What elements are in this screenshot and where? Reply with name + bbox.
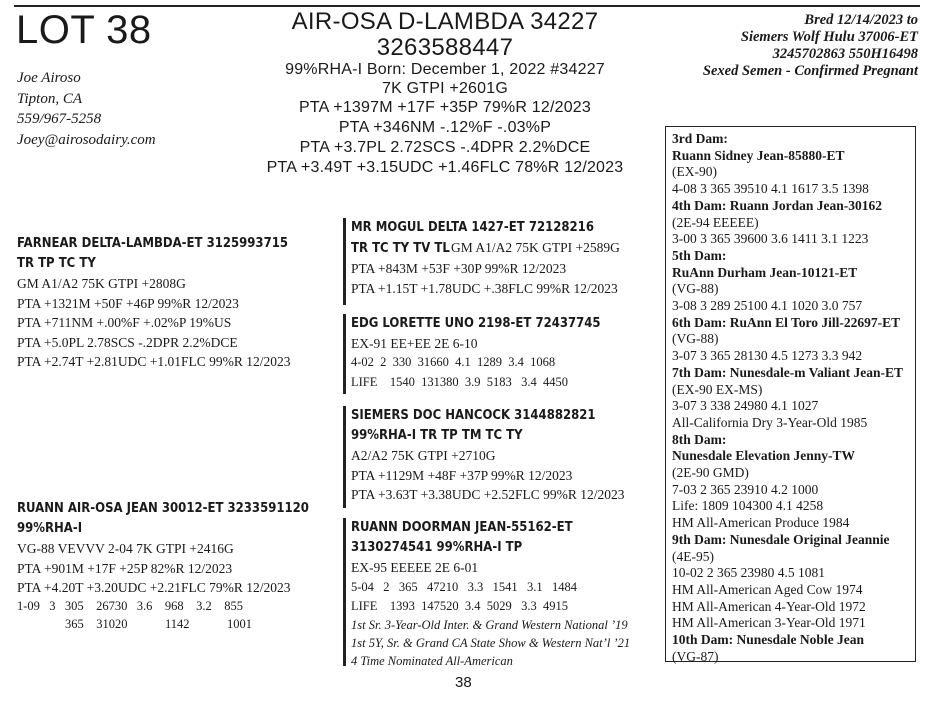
page-number: 38 [455, 674, 472, 691]
dam-codes: 99%RHA-I [17, 521, 83, 536]
dam-dam-classification: EX-95 EEEEE 2E 6-01 [351, 560, 479, 575]
animal-registration: 3263588447 [376, 34, 514, 61]
owner-phone: 559/967-5258 [17, 111, 102, 127]
dam-line: HM All-American Aged Cow 1974 [672, 581, 863, 597]
dam-record-365: 365 31020 1142 1001 [65, 616, 253, 631]
dam-line: (EX-90) [672, 164, 717, 180]
sire-dam-block [351, 314, 628, 391]
dam-dam-block [351, 518, 630, 670]
dam-line: 9th Dam: Nunesdale Original Jeannie [672, 531, 890, 547]
dam-line: 10-02 2 365 23980 4.5 1081 [672, 565, 825, 581]
bred-sire-codes: 3245702863 550H16498 [772, 46, 918, 62]
sire-dam-lifetime: LIFE 1540 131380 3.9 5183 3.4 4450 [351, 374, 569, 389]
dam-line: 4-08 3 365 39510 4.1 1617 3.5 1398 [672, 181, 869, 197]
dam-line: HM All-American 3-Year-Old 1971 [672, 615, 866, 631]
dam-line: 3-07 3 365 28130 4.5 1273 3.3 942 [672, 348, 863, 364]
dam-dam-name: RUANN DOORMAN JEAN-55162-ET [351, 520, 573, 535]
dam-line: RuAnn Durham Jean-10121-ET [672, 264, 858, 280]
dam-name: RUANN AIR-OSA JEAN 30012-ET 3233591120 [17, 501, 309, 516]
animal-pta-health: PTA +3.7PL 2.72SCS -.4DPR 2.2%DCE [299, 139, 591, 156]
sire-sire-genomics: GM A1/A2 75K GTPI +2589G [451, 240, 620, 255]
dam-line: 7th Dam: Nunesdale-m Valiant Jean-ET [672, 364, 904, 380]
dam-pta-production: PTA +901M +17F +25P 82%R 12/2023 [17, 560, 233, 576]
dam-sire-pta-production: PTA +1129M +48F +37P 99%R 12/2023 [351, 467, 573, 483]
dam-record: 1-09 3 305 26730 3.6 968 3.2 855 [17, 598, 244, 613]
dam-line: All-California Dry 3-Year-Old 1985 [672, 414, 868, 430]
animal-pta-type: PTA +3.49T +3.15UDC +1.46FLC 78%R 12/2023 [266, 159, 624, 176]
owner-city: Tipton, CA [17, 90, 83, 107]
animal-pta-production: PTA +1397M +17F +35P 79%R 12/2023 [299, 99, 591, 116]
animal-pta-netmerit: PTA +346NM -.12%F -.03%P [338, 119, 552, 136]
sire-sire-block [351, 218, 621, 298]
sire-pta-health: PTA +5.0PL 2.78SCS -.2DPR 2.2%DCE [17, 334, 238, 350]
dam-line: Ruann Sidney Jean-85880-ET [672, 147, 845, 163]
animal-born: 99%RHA-I Born: December 1, 2022 #34227 [285, 61, 605, 78]
dam-pta-type: PTA +4.20T +3.20UDC +2.21FLC 79%R 12/2023 [17, 580, 291, 595]
top-rule [14, 5, 920, 7]
sire-codes: TR TP TC TY [17, 256, 96, 271]
dam-line: 7-03 2 365 23910 4.2 1000 [672, 481, 819, 497]
sire-dam-name: EDG LORETTE UNO 2198-ET 72437745 [351, 316, 601, 331]
sire-sire-pta-production: PTA +843M +53F +30P 99%R 12/2023 [351, 261, 567, 276]
dam-sire-codes: 99%RHA-I TR TP TM TC TY [351, 428, 523, 443]
dam-sire-bar [343, 406, 346, 508]
dam-dam-bar [343, 518, 346, 666]
animal-header [200, 9, 690, 178]
sire-pta-type: PTA +2.74T +2.81UDC +1.01FLC 99%R 12/2023 [17, 354, 291, 369]
dam-block [17, 499, 341, 633]
breeding-info [703, 12, 918, 80]
dam-line: 10th Dam: Nunesdale Noble Jean [672, 632, 865, 648]
dam-line: (EX-90 EX-MS) [672, 381, 763, 397]
dam-classification: VG-88 VEVVV 2-04 7K GTPI +2416G [17, 541, 234, 556]
dam-line: 3-08 3 289 25100 4.1 1020 3.0 757 [672, 298, 863, 314]
dam-dam-award-3: 4 Time Nominated All-American [351, 653, 513, 668]
dam-line: 8th Dam: [672, 431, 727, 447]
dam-line: (VG-88) [672, 331, 719, 347]
dam-line: 5th Dam: [672, 247, 727, 263]
sire-sire-name: MR MOGUL DELTA 1427-ET 72128216 [351, 220, 594, 235]
owner-name: Joe Airoso [17, 70, 81, 86]
dam-line: (VG-88) [672, 281, 719, 297]
dam-dam-award-1: 1st Sr. 3-Year-Old Inter. & Grand Western National ’19 [351, 617, 628, 632]
bred-date: Bred 12/14/2023 to [804, 12, 918, 28]
sire-sire-codes: TR TC TY TV TL [351, 241, 450, 256]
dam-line: Nunesdale Elevation Jenny-TW [672, 448, 856, 464]
sire-sire-bar [343, 218, 346, 305]
owner-email: Joey@airosodairy.com [17, 131, 156, 148]
sire-dam-record: 4-02 2 330 31660 4.1 1289 3.4 1068 [351, 354, 556, 369]
dam-line: (4E-95) [672, 548, 714, 564]
sire-sire-pta-type: PTA +1.15T +1.78UDC +.38FLC 99%R 12/2023 [351, 280, 618, 296]
dam-line: 3-07 3 338 24980 4.1 1027 [672, 398, 819, 414]
animal-name: AIR-OSA D-LAMBDA 34227 [291, 8, 599, 35]
dam-line: Life: 1809 104300 4.1 4258 [672, 498, 824, 514]
owner-block [17, 68, 156, 150]
maternal-dams-box [665, 126, 916, 662]
dam-sire-pta-type: PTA +3.63T +3.38UDC +2.52FLC 99%R 12/2023 [351, 487, 625, 502]
sire-pta-netmerit: PTA +711NM +.00%F +.02%P 19%US [17, 315, 232, 330]
dam-dam-codes: 3130274541 99%RHA-I TP [351, 540, 523, 555]
dam-line: (2E-94 EEEEE) [672, 214, 759, 230]
bred-status: Sexed Semen - Confirmed Pregnant [702, 63, 918, 79]
dam-line: (2E-90 GMD) [672, 465, 749, 481]
dam-line: HM All-American 4-Year-Old 1972 [672, 598, 866, 614]
dam-dam-record: 5-04 2 365 47210 3.3 1541 3.1 1484 [351, 579, 578, 594]
lot-number: LOT 38 [16, 8, 152, 52]
sire-pta-production: PTA +1321M +50F +46P 99%R 12/2023 [17, 295, 239, 311]
dam-sire-block [351, 406, 625, 505]
sire-block [17, 234, 318, 372]
dam-line: (VG-87) [672, 648, 719, 664]
dam-sire-name: SIEMERS DOC HANCOCK 3144882821 [351, 408, 596, 423]
animal-gtpi: 7K GTPI +2601G [382, 79, 508, 97]
sire-genomics: GM A1/A2 75K GTPI +2808G [17, 276, 186, 291]
dam-line: HM All-American Produce 1984 [672, 515, 850, 531]
dam-dam-award-2: 1st 5Y, Sr. & Grand CA State Show & Western Nat’l ’21 [351, 635, 631, 650]
dam-sire-genomics: A2/A2 75K GTPI +2710G [351, 448, 496, 463]
sire-dam-bar [343, 314, 346, 394]
dam-line: 4th Dam: Ruann Jordan Jean-30162 [672, 197, 883, 213]
dam-dam-lifetime: LIFE 1393 147520 3.4 5029 3.3 4915 [351, 598, 569, 613]
sire-name: FARNEAR DELTA-LAMBDA-ET 3125993715 [17, 236, 288, 251]
dam-line: 6th Dam: RuAnn El Toro Jill-22697-ET [672, 314, 901, 330]
sire-dam-classification: EX-91 EE+EE 2E 6-10 [351, 336, 478, 351]
dam-line: 3-00 3 365 39600 3.6 1411 3.1 1223 [672, 231, 869, 247]
dam-line: 3rd Dam: [672, 131, 728, 146]
bred-sire: Siemers Wolf Hulu 37006-ET [740, 29, 918, 45]
